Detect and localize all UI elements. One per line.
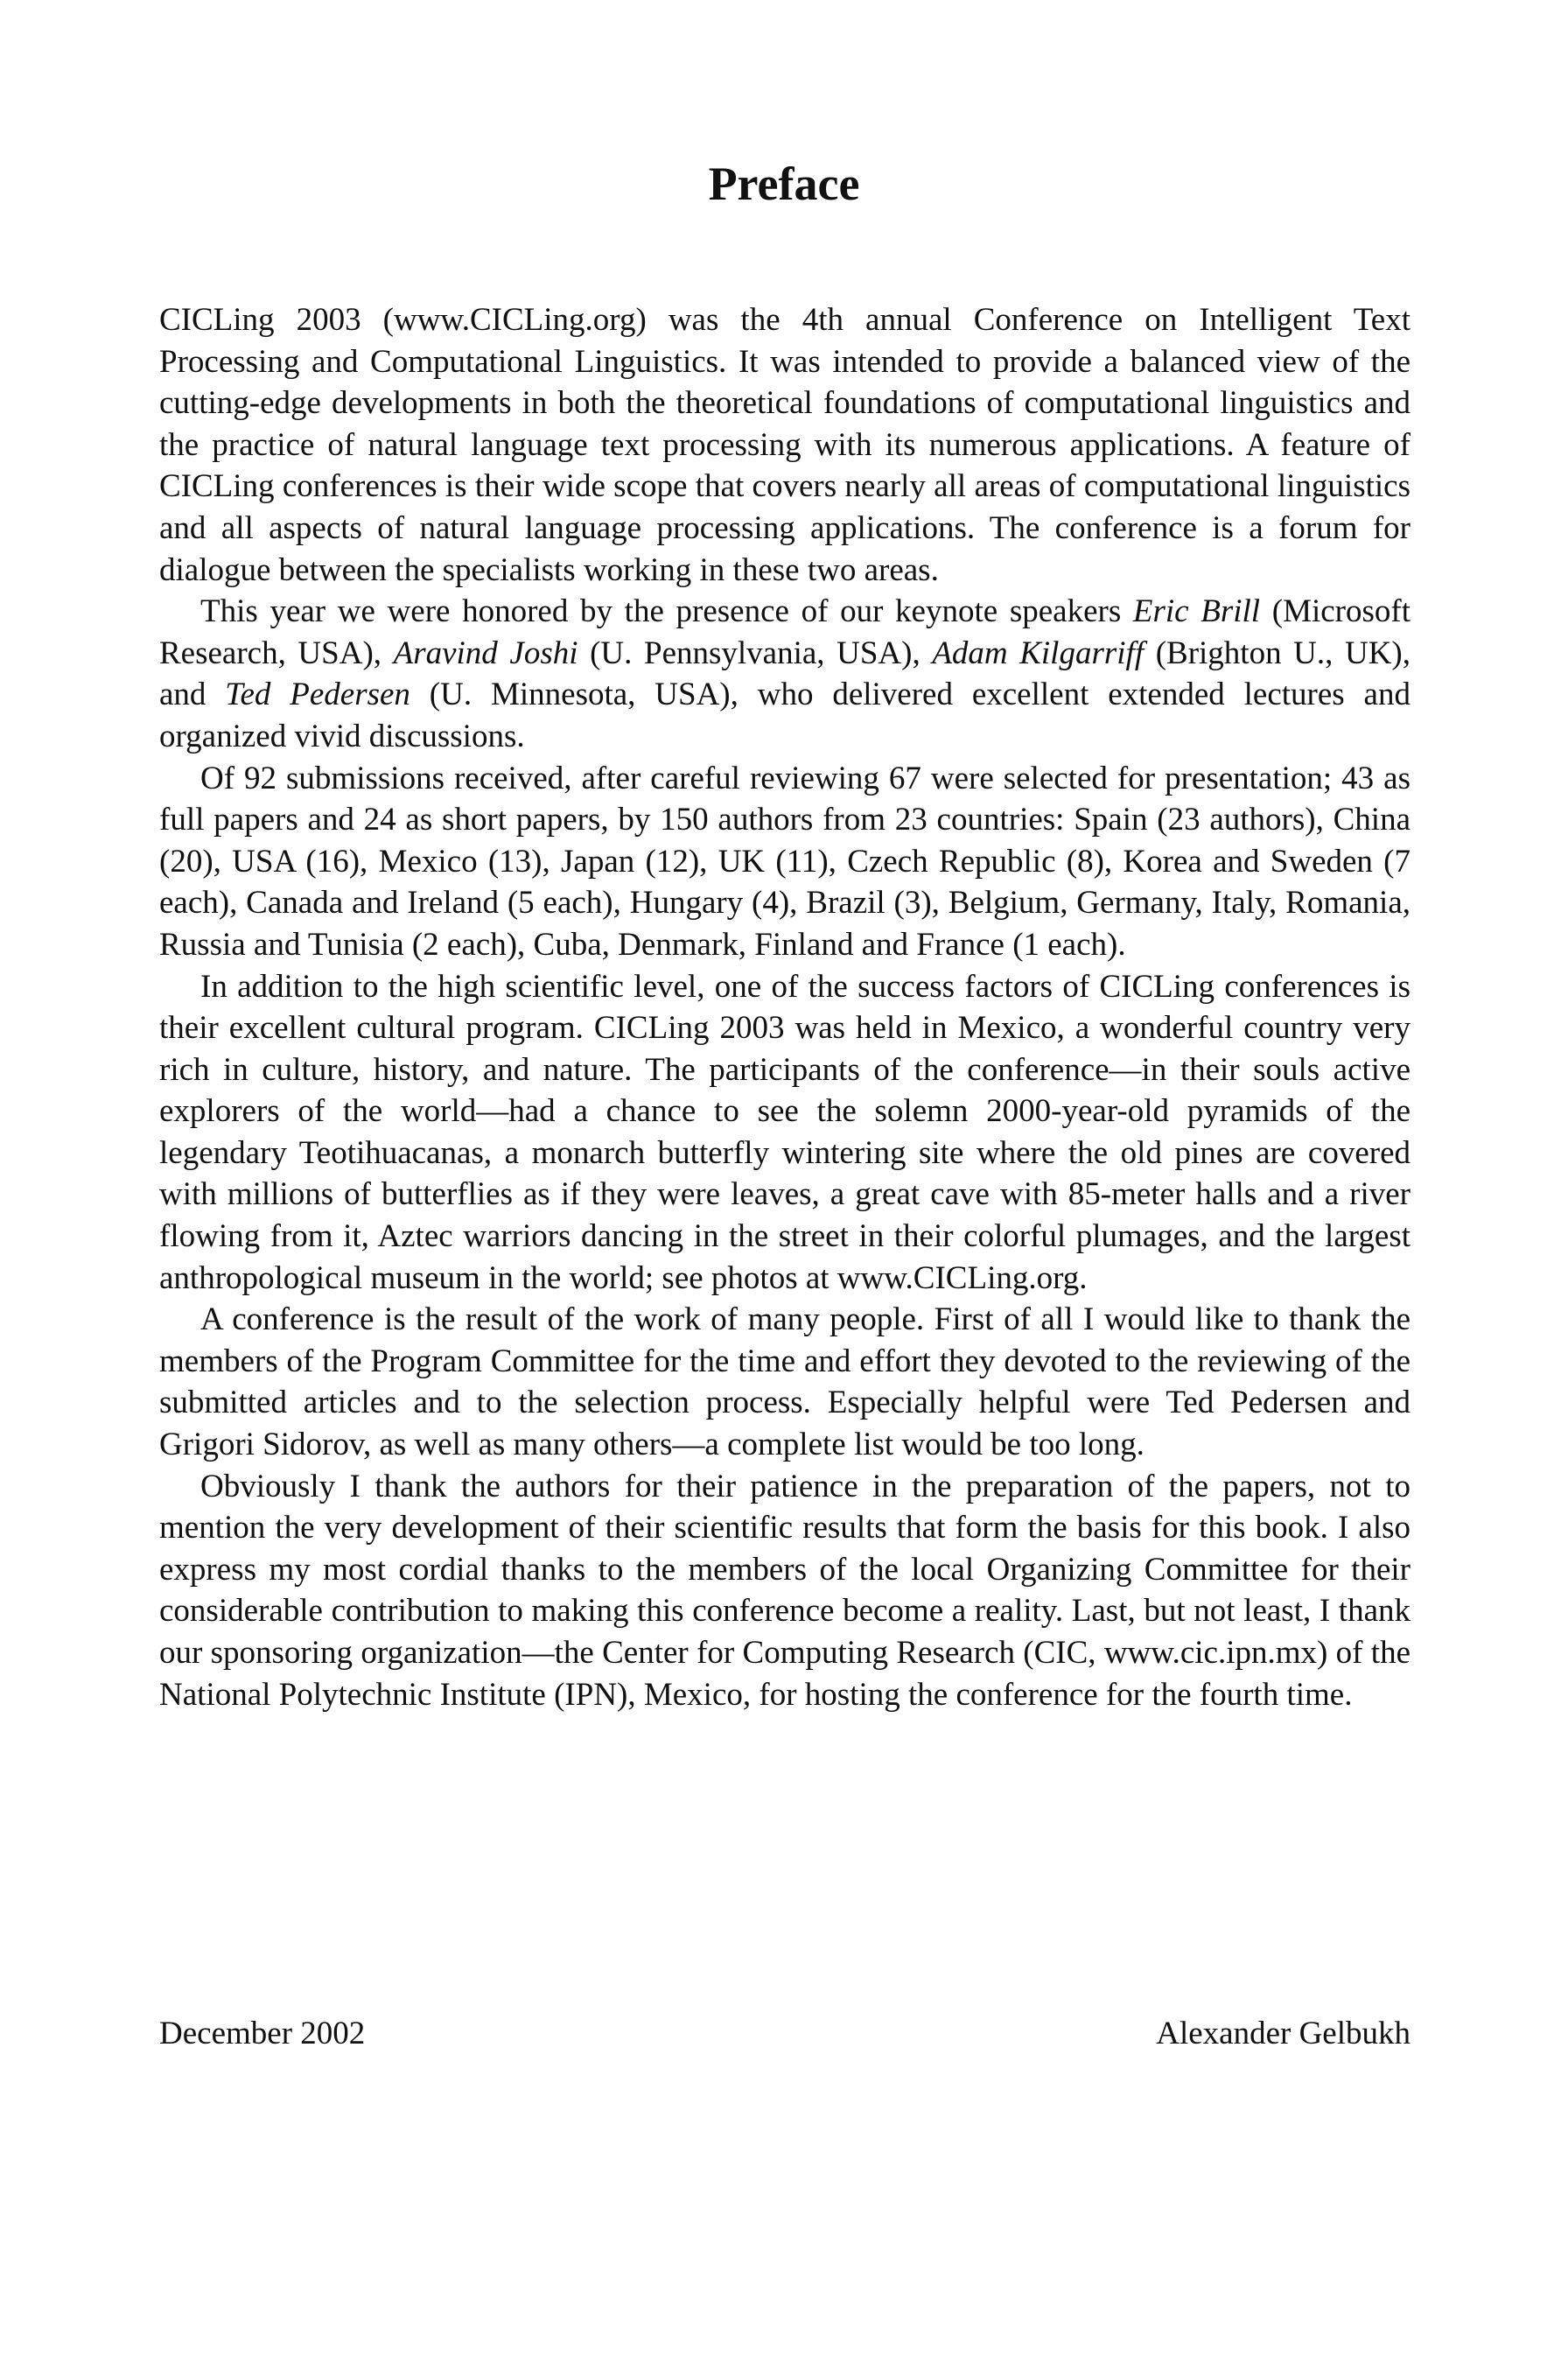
- author-name: Alexander Gelbukh: [1156, 2016, 1410, 2051]
- speaker-name: Eric Brill: [1132, 593, 1261, 630]
- paragraph: [159, 1299, 1410, 1465]
- paragraph: [159, 1466, 1410, 1716]
- paragraph: [159, 591, 1410, 757]
- text-run: (Brighton U., UK), and: [159, 635, 1410, 713]
- text-run: (U. Minnesota, USA), who delivered excellent extended lectures and organized vivid discussions.: [159, 677, 1410, 754]
- paragraph: [159, 966, 1410, 1300]
- text-run: CICLing 2003 (www.CICLing.org) was the 4th annual Conference on Intelligent Text Processing and Computational Linguistics. It was intended to provide a balanced view of the cutting-edge developments in both the theoretical foundations of computational linguistics and the practice of natural language text processing with its numerous applications. A feature of CICLing conferences is their wide scope that covers nearly all areas of computational linguistics and all aspects of natural language processing applications. The conference is a forum for dialogue between the specialists working in these two areas.: [159, 302, 1410, 588]
- speaker-name: Ted Pedersen: [225, 677, 410, 713]
- text-run: Obviously I thank the authors for their patience in the preparation of the papers, not to mention the very development of their scientific results that form the basis for this book. I also express my most cordial thanks to the members of the local Organizing Committee for their considerable contribution to making this conference become a reality. Last, but not least, I thank our sponsoring organization—the Center for Computing Research (CIC, www.cic.ipn.mx) of the National Polytechnic Institute (IPN), Mexico, for hosting the conference for the fourth time.: [159, 1468, 1410, 1713]
- text-run: (U. Pennsylvania, USA),: [578, 635, 933, 671]
- signature-line: [159, 2013, 1410, 2054]
- speaker-name: Adam Kilgarriff: [932, 635, 1144, 671]
- page-title: Preface: [708, 158, 860, 210]
- text-run: Of 92 submissions received, after careful reviewing 67 were selected for presentation; 43 as full papers and 24 as short papers, by 150 authors from 23 countries: Spain (23 authors), China (20), USA (16), Mexico (13), Japan (12), UK (11), Czech Republic (8), Korea and Sweden (7 each), Canada and Ireland (5 each), Hungary (4), Brazil (3), Belgium, Germany, Italy, Romania, Russia and Tunisia (2 each), Cuba, Denmark, Finland and France (1 each).: [159, 760, 1410, 963]
- text-run: In addition to the high scientific level, one of the success factors of CICLing conferences is their excellent cultural program. CICLing 2003 was held in Mexico, a wonderful country very rich in culture, history, and nature. The participants of the conference—in their souls active explorers of the world—had a chance to see the solemn 2000-year-old pyramids of the legendary Teotihuacanas, a monarch butterfly wintering site where the old pines are covered with millions of butterflies as if they were leaves, a great cave with 85-meter halls and a river flowing from it, Aztec warriors dancing in the street in their colorful plumages, and the largest anthropological museum in the world; see photos at www.CICLing.org.: [159, 968, 1410, 1296]
- date-text: December 2002: [159, 2016, 366, 2051]
- text-run: (Microsoft Research, USA),: [159, 593, 1410, 671]
- paragraph: [159, 758, 1410, 966]
- speaker-name: Aravind Joshi: [393, 635, 578, 671]
- text-run: This year we were honored by the presence of our keynote speakers: [200, 593, 1133, 630]
- preface-body: [159, 299, 1410, 1715]
- paragraph: [159, 299, 1410, 591]
- text-run: A conference is the result of the work of many people. First of all I would like to thank the members of the Program Committee for the time and effort they devoted to the reviewing of the submitted articles and to the selection process. Especially helpful were Ted Pedersen and Grigori Sidorov, as well as many others—a complete list would be too long.: [159, 1301, 1410, 1463]
